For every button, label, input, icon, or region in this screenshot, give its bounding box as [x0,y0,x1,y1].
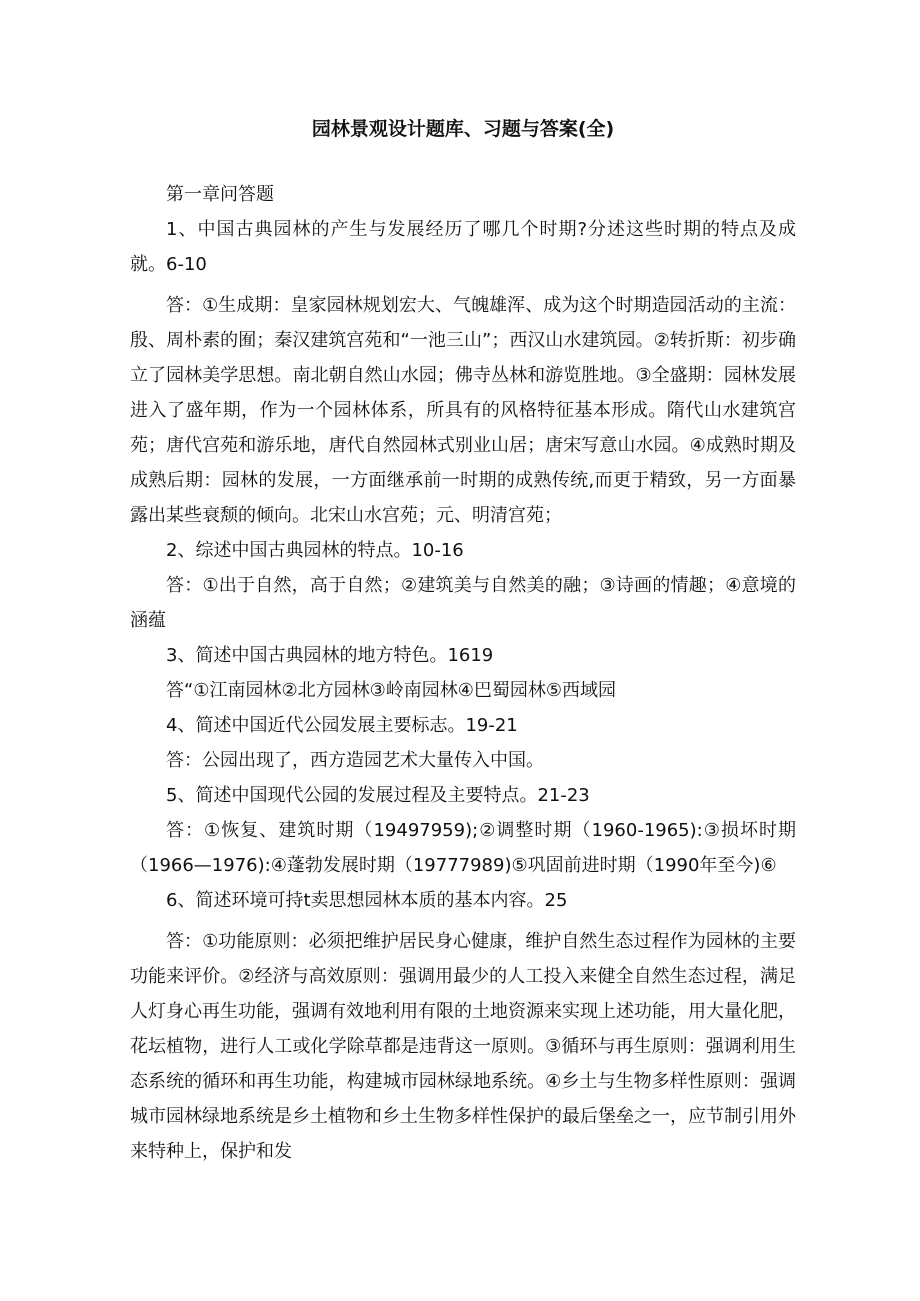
document-title: 园林景观设计题库、习题与答案(全) [311,118,615,140]
answer-3: 答“①江南园林②北方园林③岭南园林④巴蜀园林⑤西域园 [166,680,617,701]
question-2: 2、综述中国古典园林的特点。10-16 [166,540,464,561]
answer-2: 答：①出于自然，高于自然；②建筑美与自然美的融；③诗画的情趣；④意境的涵蕴 [130,575,796,631]
answer-6: 答：①功能原则：必须把维护居民身心健康，维护自然生态过程作为园林的主要功能来评价。②经济与高效原则：强调用最少的人工投入来健全自然生态过程，满足人灯身心再生功能，强调有效地利用有限的土地资源来实现上述功能，用大量化肥，花坛植物，进行人工或化学除草都是违背这一原则。③循环与再生原则：强调利用生态系统的循环和再生功能，构建城市园林绿地系统。④乡土与生物多样性原则：强调城市园林绿地系统是乡土植物和乡土生物多样性保护的最后堡垒之一，应节制引用外来特种上，保护和发 [130,931,796,1162]
question-6: 6、简述环境可持t卖思想园林本质的基本内容。25 [166,890,568,911]
answer-5: 答：①恢复、建筑时期（19497959);②调整时期（1960-1965):③损坏时期（1966—1976):④蓬勃发展时期（19777989)⑤巩固前进时期（1990年至今)⑥ [130,820,796,876]
answer-1: 答：①生成期：皇家园林规划宏大、气魄雄浑、成为这个时期造园活动的主流：殷、周朴素的囿；秦汉建筑宫苑和“一池三山”；西汉山水建筑园。②转折斯：初步确立了园林美学思想。南北朝自然山水园；佛寺丛林和游览胜地。③全盛期：园林发展进入了盛年期，作为一个园林体系，所具有的风格特征基本形成。隋代山水建筑宫苑；唐代宫苑和游乐地，唐代自然园林式别业山居；唐宋写意山水园。④成熟时期及成熟后期：园林的发展，一方面继承前一时期的成熟传统,而更于精致，另一方面暴露出某些衰颓的倾向。北宋山水宫苑；元、明清宫苑； [130,295,796,526]
question-4: 4、简述中国近代公园发展主要标志。19-21 [166,715,518,736]
answer-4: 答：公园出现了，西方造园艺术大量传入中国。 [166,750,544,771]
document-body [130,177,796,1169]
question-3: 3、简述中国古典园林的地方特色。1619 [166,645,494,666]
question-1: 1、中国古典园林的产生与发展经历了哪几个时期?分述这些时期的特点及成就。6-10 [130,219,796,275]
question-5: 5、简述中国现代公园的发展过程及主要特点。21-23 [166,785,590,806]
chapter-heading: 第一章问答题 [166,184,274,205]
